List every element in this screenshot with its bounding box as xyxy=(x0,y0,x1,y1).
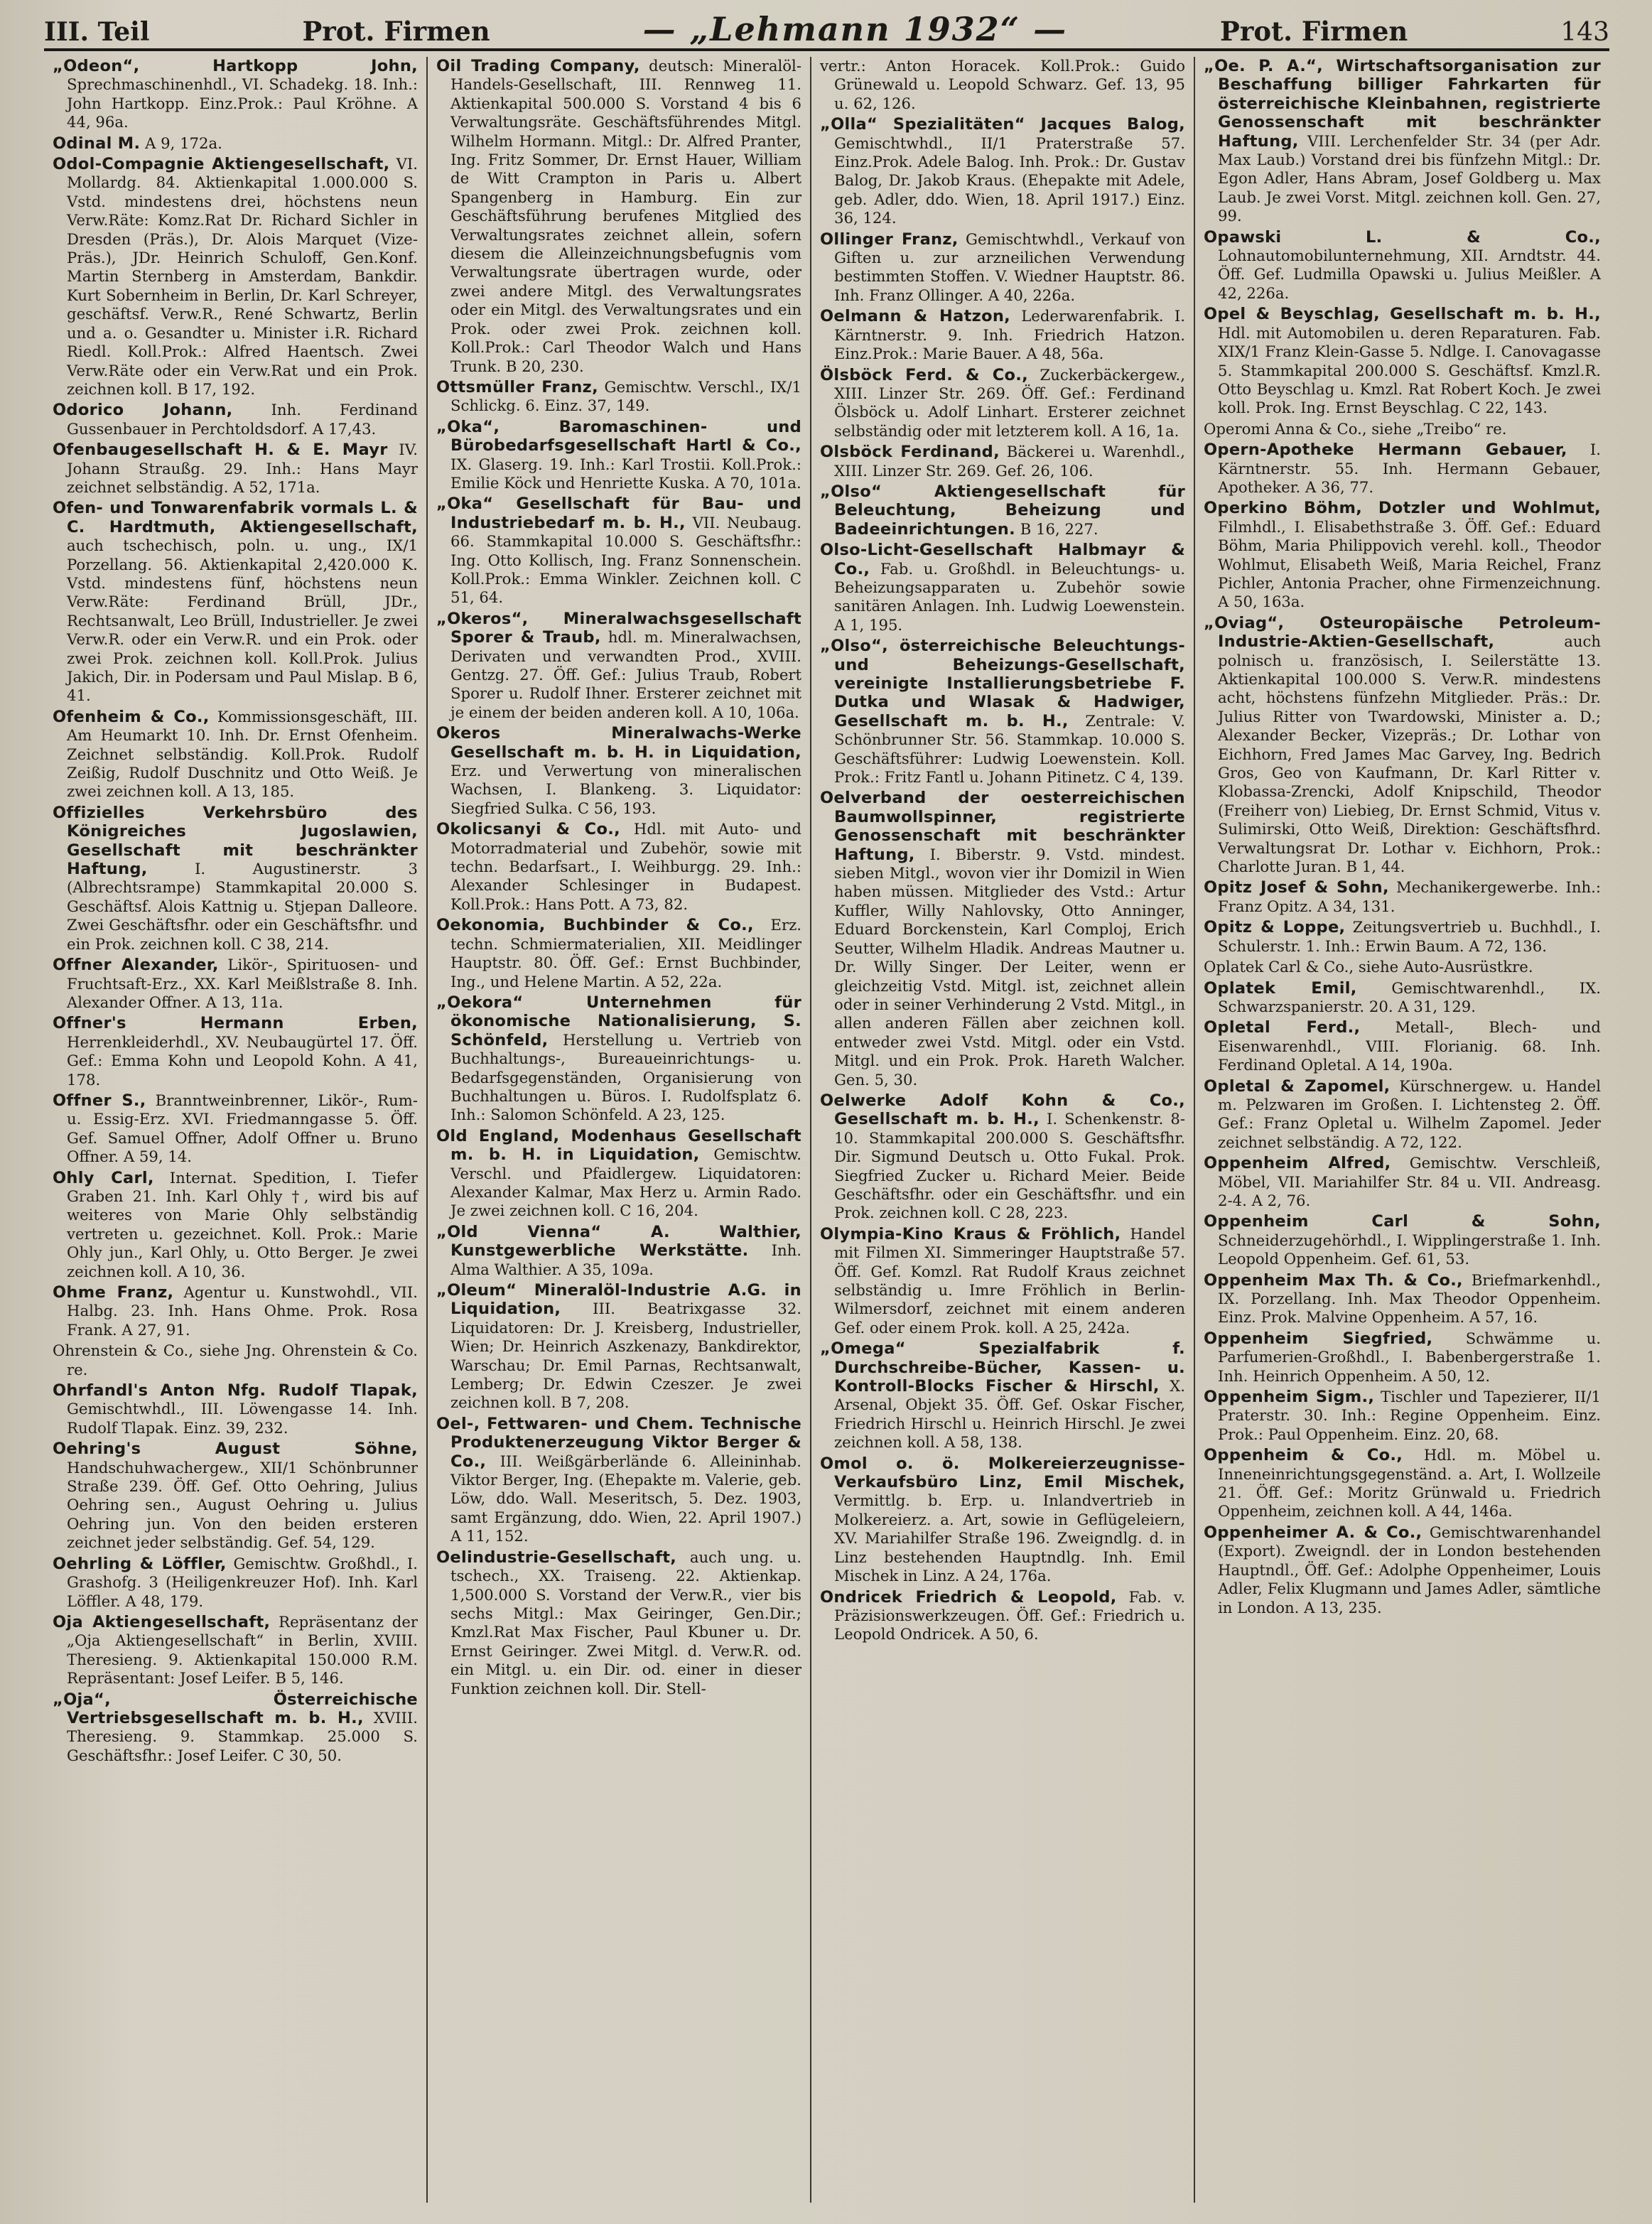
firm-name: Opletal Ferd., xyxy=(1204,1018,1361,1037)
column-4 xyxy=(1195,57,1609,2203)
entry-details: Vermittlg. b. Erp. u. Inlandvertrieb in Molkereierz. a. Art, sowie in Geflügeleiern, XV. Mariahilfer Straße 196. Zweigndlg. d. in Linz bestehenden Hauptndlg. Inh. Emil Mischek in Linz. A 24, 176a. xyxy=(834,1491,1185,1585)
directory-entry xyxy=(1204,614,1601,877)
firm-name: Offner Alexander, xyxy=(53,956,219,975)
firm-name: Ondricek Friedrich & Leopold, xyxy=(820,1587,1117,1607)
entry-details: vertr.: Anton Horacek. Koll.Prok.: Guido Grünewald u. Leopold Schwarz. Gef. 13, 95 u. 62, 126. xyxy=(820,57,1185,112)
firm-name: Ofenbaugesellschaft H. & E. Mayr xyxy=(53,441,388,460)
directory-entry xyxy=(820,1339,1185,1452)
directory-entry xyxy=(436,916,801,991)
directory-entry xyxy=(436,378,801,416)
page-header xyxy=(44,10,1609,51)
directory-entry xyxy=(1204,499,1601,611)
entry-details: Branntweinbrenner, Likör-, Rum- u. Essig-Erz. XVI. Friedmanngasse 5. Öff. Gef. Samuel Offner, Adolf Offner u. Bruno Offner. A 59, 14. xyxy=(67,1091,418,1166)
directory-entry xyxy=(53,1342,418,1379)
directory-entry xyxy=(53,1440,418,1552)
entry-details: Kommissionsgeschäft, III. Am Heumarkt 10. Inh. Dr. Ernst Ofenheim. Zeichnet selbständig. Koll.Prok. Rudolf Zeißig, Rudolf Duschnitz und Otto Weiß. Je zwei zeichnen koll. A 13, 185. xyxy=(67,707,418,801)
firm-name: Oppenheim & Co., xyxy=(1204,1446,1403,1465)
firm-name: Odol-Compagnie Aktiengesellschaft, xyxy=(53,155,390,174)
firm-name: „Oleum“ Mineralöl-Industrie A.G. in Liquidation, xyxy=(436,1281,801,1319)
entry-details: VII. Neubaug. 66. Stammkapital 10.000 S. Geschäftsfhr.: Ing. Otto Kollisch, Ing. Franz Sonnenschein. Koll.Prok.: Emma Winkler. Zeichnen koll. C 51, 64. xyxy=(450,513,801,607)
directory-entry xyxy=(436,1223,801,1279)
directory-entry xyxy=(436,1281,801,1413)
directory-entry xyxy=(820,482,1185,539)
firm-name: Ofen- und Tonwarenfabrik vormals L. & C. Hardtmuth, Aktiengesellschaft, xyxy=(53,499,418,536)
directory-entry xyxy=(436,1415,801,1546)
firm-name: Oppenheim Max Th. & Co., xyxy=(1204,1270,1463,1290)
entry-details: auch ung. u. tschech., XX. Traiseng. 22. Aktienkap. 1,500.000 S. Vorstand der Verw.R., vier bis sechs Mitgl.: Max Geiringer, Gen.Dir.; Kmzl.Rat Max Fischer, Paul Kbuner u. Dr. Ernst Geiringer. Zwei Mitgl. d. Verw.R. od. ein Mitgl. u. ein Dir. od. einer in dieser Funktion zeichnen koll. Dir. Stell- xyxy=(450,1548,801,1697)
entry-details: Agentur u. Kunstwohdl., VII. Halbg. 23. Inh. Hans Ohme. Prok. Rosa Frank. A 27, 91. xyxy=(67,1283,418,1339)
directory-entry xyxy=(1204,979,1601,1017)
directory-entry xyxy=(1204,420,1601,438)
entry-details: Gemischtw. Großhdl., I. Grashofg. 3 (Heiligenkreuzer Hof). Inh. Karl Löffler. A 48, 179. xyxy=(67,1554,418,1610)
directory-entry xyxy=(820,307,1185,363)
entry-details: Operomi Anna & Co., siehe „Treibo“ re. xyxy=(1204,419,1507,438)
entry-details: Gemischtw. Verschleiß, Möbel, VII. Mariahilfer Str. 84 u. VII. Andreasg. 2-4. A 2, 76. xyxy=(1218,1154,1601,1209)
firm-name: „Oviag“, Osteuropäische Petroleum-Industrie-Aktien-Gesellschaft, xyxy=(1204,613,1601,652)
section-label-right: Prot. Firmen xyxy=(1220,16,1408,47)
entry-details: Repräsentanz der „Oja Aktiengesellschaft“ in Berlin, XVIII. Theresieng. 9. Aktienkapital 150.000 R.M. Repräsentant: Josef Leifer. B 5, 146. xyxy=(67,1612,418,1688)
directory-entry xyxy=(53,1169,418,1281)
firm-name: „Oja“, Österreichische Vertriebsgesellschaft m. b. H., xyxy=(53,1690,418,1727)
publication-title: — „Lehmann 1932“ — xyxy=(642,10,1068,48)
directory-entry xyxy=(436,993,801,1125)
directory-entry xyxy=(820,1091,1185,1223)
firm-name: Opletal & Zapomel, xyxy=(1204,1076,1391,1096)
directory-entry xyxy=(1204,1446,1601,1521)
firm-name: Oppenheim Carl & Sohn, xyxy=(1204,1212,1601,1231)
firm-name: Oil Trading Company, xyxy=(436,57,640,75)
directory-entry xyxy=(436,1127,801,1221)
firm-name: „Omega“ Spezialfabrik f. Durchschreibe-Bücher, Kassen- u. Kontroll-Blocks Fischer & Hirschl, xyxy=(820,1339,1185,1396)
firm-name: „Okeros“, Mineralwachsgesellschaft Sporer & Traub, xyxy=(436,609,801,647)
entry-details: Briefmarkenhdl., IX. Porzellang. Inh. Max Theodor Oppenheim. Einz. Prok. Malvine Oppenheim. A 57, 16. xyxy=(1218,1270,1601,1327)
section-label-left: Prot. Firmen xyxy=(302,16,490,47)
firm-name: Opel & Beyschlag, Gesellschaft m. b. H., xyxy=(1204,305,1601,324)
directory-entry xyxy=(53,401,418,438)
entry-details: Gemischtw. Verschl., IX/1 Schlickg. 6. Einz. 37, 149. xyxy=(450,377,801,415)
firm-name: „Olla“ Spezialitäten“ Jacques Balog, xyxy=(820,115,1185,134)
directory-entry xyxy=(1204,1154,1601,1210)
firm-name: Oppenheim Sigm., xyxy=(1204,1388,1375,1407)
directory-entry xyxy=(820,1588,1185,1644)
firm-name: Oelmann & Hatzon, xyxy=(820,307,1011,326)
entry-details: Inh. Alma Walthier. A 35, 109a. xyxy=(450,1241,801,1278)
directory-entry xyxy=(53,956,418,1012)
firm-name: Offizielles Verkehrsbüro des Königreiches Jugoslawien, Gesellschaft mit beschränkter Haftung, xyxy=(53,803,418,879)
column-2 xyxy=(428,57,811,2203)
firm-name: Oppenheimer A. & Co., xyxy=(1204,1523,1422,1542)
directory-entry xyxy=(53,57,418,132)
entry-details: I. Biberstr. 9. Vstd. mindest. sieben Mitgl., wovon vier ihr Domizil in Wien haben müssen. Mitglieder des Vstd.: Artur Kuffler, Willy Nahlovsky, Otto Anninger, Eduard Borckenstein, Karl Comploj, Erich Seutter, Wilhelm Hladik. Andreas Mautner u. Dr. Willy Singer. Der Leiter, wenn er gleichzeitig Vstd. Mitgl. ist, zeichnet allein oder in seiner Verhinderung 2 Vstd. Mitgl., in allen anderen Fällen aber zeichnen koll. entweder zwei Vstd. Mitgl. oder ein Vstd. Mitgl. und ein Prok. Prok. Hareth Walcher. Gen. 5, 30. xyxy=(834,845,1185,1089)
entry-details: Hdl. mit Automobilen u. deren Reparaturen. Fab. XIX/1 Franz Klein-Gasse 5. Ndlge. I. Canovagasse 5. Stammkapital 200.000 S. Geschäftsf. Kmzl.R. Otto Beyschlag u. Kmzl. Rat Robert Koch. Je zwei koll. Prok. Ing. Ernst Beyschlag. C 22, 143. xyxy=(1218,323,1601,417)
directory-entry xyxy=(1204,1077,1601,1153)
firm-name: Olso-Licht-Gesellschaft Halbmayr & Co., xyxy=(820,541,1185,578)
entry-details: III. Weißgärberlände 6. Alleininhab. Viktor Berger, Ing. (Ehepakte m. Valerie, geb. Löw, ddo. Wall. Meseritsch, 5. Dez. 1903, samt Ergänzung, ddo. Wien, 22. April 1907.) A 11, 152. xyxy=(450,1452,801,1545)
part-label: III. Teil xyxy=(44,17,150,47)
directory-entry xyxy=(53,708,418,801)
entry-details: hdl. m. Mineralwachsen, Derivaten und verwandten Prod., XVIII. Gentzg. 27. Öff. Gef.: Julius Traub, Robert Sporer u. Rudolf Ihner. Ersterer zeichnet mit je einem der beiden anderen koll. A 10, 106a. xyxy=(450,628,801,721)
firm-name: Oppenheim Siegfried, xyxy=(1204,1329,1433,1348)
firm-name: Odinal M. xyxy=(53,134,141,153)
directory-entry xyxy=(1204,1018,1601,1074)
firm-name: Ottsmüller Franz, xyxy=(436,377,598,396)
directory-entry xyxy=(1204,441,1601,497)
entry-details: IV. Johann Straußg. 29. Inh.: Hans Mayr zeichnet selbständig. A 52, 171a. xyxy=(67,441,418,496)
entry-details: Inh. Ferdinand Gussenbauer in Perchtoldsdorf. A 17,43. xyxy=(67,401,418,438)
entry-details: Internat. Spedition, I. Tiefer Graben 21. Inh. Karl Ohly †, wird bis auf weiteres von Marie Ohly selbständig vertreten u. gezeichnet. Koll. Prok.: Marie Ohly jun., Karl Ohly, u. Otto Berger. Je zwei zeichnen koll. A 10, 36. xyxy=(67,1168,418,1280)
directory-entry xyxy=(820,366,1185,441)
firm-name: „Oe. P. A.“, Wirtschaftsorganisation zur Beschaffung billiger Fahrkarten für österreichische Kleinbahnen, registrierte Genossenschaft mit beschränkter Haftung, xyxy=(1204,57,1601,151)
firm-name: Oelindustrie-Gesellschaft, xyxy=(436,1548,677,1567)
entry-details: Gemischtwhdl., III. Löwengasse 14. Inh. Rudolf Tlapak. Einz. 39, 232. xyxy=(67,1400,418,1437)
column-3 xyxy=(811,57,1195,2203)
entry-details: Tischler und Tapezierer, II/1 Praterstr. 30. Inh.: Regine Oppenheim. Einz. Prok.: Paul Oppenheim. Einz. 20, 68. xyxy=(1218,1388,1601,1443)
directory-entry xyxy=(53,155,418,399)
firm-name: „Odeon“, Hartkopp John, xyxy=(53,57,418,75)
directory-entry xyxy=(436,724,801,818)
entry-details: Zuckerbäckergew., XIII. Linzer Str. 269. Öff. Gef.: Ferdinand Ölsböck u. Adolf Linhart. Ersterer zeichnet selbständig oder mit letzterem koll. A 16, 1a. xyxy=(834,365,1185,440)
firm-name: Ofenheim & Co., xyxy=(53,707,210,726)
firm-name: Ohly Carl, xyxy=(53,1168,154,1187)
firm-name: „Old Vienna“ A. Walthier, Kunstgewerbliche Werkstätte. xyxy=(436,1222,801,1261)
firm-name: Offner's Hermann Erben, xyxy=(53,1014,418,1033)
entry-details: Schwämme u. Parfumerien-Großhdl., I. Babenbergerstraße 1. Inh. Heinrich Oppenheim. A 50, 12. xyxy=(1218,1329,1601,1385)
entry-details: IX. Glaserg. 19. Inh.: Karl Trostii. Koll.Prok.: Emilie Köck und Henriette Kuska. A 70, 101a. xyxy=(450,455,801,492)
directory-entry xyxy=(820,637,1185,787)
directory-entry xyxy=(53,1690,418,1766)
firm-name: Okeros Mineralwachs-Werke Gesellschaft m. b. H. in Liquidation, xyxy=(436,724,801,762)
firm-name: Oplatek Emil, xyxy=(1204,978,1357,998)
directory-entry xyxy=(53,441,418,497)
directory-entry xyxy=(820,443,1185,480)
directory-entry xyxy=(53,1014,418,1089)
entry-details: Sprechmaschinenhdl., VI. Schadekg. 18. Inh.: John Hartkopp. Einz.Prok.: Paul Kröhne. A 44, 96a. xyxy=(67,75,418,131)
directory-entry xyxy=(820,789,1185,1089)
entry-details: VIII. Lerchenfelder Str. 34 (per Adr. Max Laub.) Vorstand drei bis fünfzehn Mitgl.: Dr. Egon Adler, Hans Abram, Josef Goldberg u. Max Laub. Je zwei Vorst. Mitgl. zeichnen koll. Gen. 27, 99. xyxy=(1218,131,1601,225)
directory-entry xyxy=(820,230,1185,306)
firm-name: „Oka“ Gesellschaft für Bau- und Industriebedarf m. b. H., xyxy=(436,495,801,532)
entry-details: Ohrenstein & Co., siehe Jng. Ohrenstein & Co. re. xyxy=(53,1342,418,1378)
entry-details: Hdl. m. Möbel u. Inneneinrichtungsgegenständ. a. Art, I. Wollzeile 21. Öff. Gef.: Moritz Grünwald u. Friedrich Oppenheim, zeichnen koll. A 44, 146a. xyxy=(1218,1446,1601,1521)
firm-name: Ölsböck Ferd. & Co., xyxy=(820,365,1028,384)
entry-details: Likör-, Spirituosen- und Fruchtsaft-Erz., XX. Karl Meißlstraße 8. Inh. Alexander Offner. A 13, 11a. xyxy=(67,956,418,1011)
directory-entry xyxy=(53,134,418,153)
directory-entry xyxy=(1204,1329,1601,1386)
entry-details: Gemischtwarenhdl., IX. Schwarzspanierstr. 20. A 31, 129. xyxy=(1218,978,1601,1015)
directory-entry xyxy=(820,1454,1185,1586)
directory-entry xyxy=(53,804,418,954)
entry-details: Gemischtwarenhandel (Export). Zweigndl. der in London bestehenden Hauptndl., Öff. Gef.: Adolphe Oppenheimer, Louis Adler, Felix Klugmann und James Adler, sämtliche in London. A 13, 235. xyxy=(1218,1523,1601,1616)
directory-entry xyxy=(53,1555,418,1611)
directory-entry xyxy=(53,1091,418,1167)
entry-details: Gemischtw. Verschl. und Pfaidlergew. Liquidatoren: Alexander Kalmar, Max Herz u. Armin Rado. Je zwei zeichnen koll. C 16, 204. xyxy=(450,1145,801,1220)
entry-details: Lederwarenfabrik. I. Kärntnerstr. 9. Inh. Friedrich Hatzon. Einz.Prok.: Marie Bauer. A 48, 56a. xyxy=(834,307,1185,363)
directory-entry xyxy=(436,610,801,722)
entry-details: Mechanikergewerbe. Inh.: Franz Opitz. A 34, 131. xyxy=(1218,878,1601,915)
page-number: 143 xyxy=(1560,18,1609,47)
entry-details: Erz. und Verwertung von mineralischen Wachsen, I. Blankeng. 3. Liquidator: Siegfried Sulka. C 56, 193. xyxy=(450,762,801,817)
firm-name: Oekonomia, Buchbinder & Co., xyxy=(436,916,754,935)
firm-name: Opern-Apotheke Hermann Gebauer, xyxy=(1204,441,1567,460)
firm-name: Old England, Modenhaus Gesellschaft m. b. H. in Liquidation, xyxy=(436,1126,801,1165)
entry-details: I. Schenkenstr. 8-10. Stammkapital 200.000 S. Geschäftsfhr. Dir. Sigmund Deutsch u. Otto Fukal. Prok. Siegfried Zucker u. Richard Meier. Beide Geschäftsfhr. oder ein Geschäftsfhr. und ein Prok. zeichnen koll. C 28, 223. xyxy=(834,1110,1185,1222)
firm-name: Okolicsanyi & Co., xyxy=(436,820,620,839)
entry-details: Zentrale: V. Schönbrunner Str. 56. Stammkap. 10.000 S. Geschäftsführer: Ludwig Loewenstein. Koll. Prok.: Fritz Fantl u. Johann Pitinetz. C 4, 139. xyxy=(834,711,1185,787)
firm-name: Omol o. ö. Molkereierzeugnisse-Verkaufsbüro Linz, Emil Mischek, xyxy=(820,1454,1185,1492)
firm-name: Olsböck Ferdinand, xyxy=(820,443,1000,462)
entry-details: Herrenkleiderhdl., XV. Neubaugürtel 17. Öff. Gef.: Emma Kohn und Leopold Kohn. A 41, 178. xyxy=(67,1032,418,1089)
directory-entry xyxy=(1204,918,1601,956)
firm-name: Oehrling & Löffler, xyxy=(53,1554,227,1573)
firm-name: Ollinger Franz, xyxy=(820,230,959,249)
entry-details: B 16, 227. xyxy=(1020,519,1098,538)
directory-entry xyxy=(820,115,1185,227)
directory-entry xyxy=(53,1381,418,1437)
directory-entry xyxy=(820,1225,1185,1337)
directory-entry xyxy=(436,1548,801,1698)
firm-name: Odorico Johann, xyxy=(53,401,233,420)
firm-name: „Oekora“ Unternehmen für ökonomische Nationalisierung, S. Schönfeld, xyxy=(436,993,801,1049)
directory-entry xyxy=(820,541,1185,635)
entry-details: auch tschechisch, poln. u. ung., IX/1 Porzellang. 56. Aktienkapital 2,420.000 K. Vstd. mindestens fünf, höchstens neun Verw.Räte: Ferdinand Brüll, JDr., Rechtsanwalt, Leo Brüll, Industrieller. Je zwei Verw.R. oder ein Verw.R. und ein Prok. oder zwei Prok. zeichnen koll. Koll.Prok. Julius Jakich, Dir. in Podersam und Paul Mislap. B 6, 41. xyxy=(67,536,418,705)
firm-name: „Olso“, österreichische Beleuchtungs- und Beheizungs-Gesellschaft, vereinigte Installierungsbetriebe F. Dutka und Wlasak & Hadwiger, Gesellschaft m. b. H., xyxy=(820,637,1185,730)
entry-details: Metall-, Blech- und Eisenwarenhdl., VIII. Florianig. 68. Inh. Ferdinand Opletal. A 14, 190a. xyxy=(1218,1018,1601,1074)
firm-name: Oelwerke Adolf Kohn & Co., Gesellschaft m. b. H., xyxy=(820,1091,1185,1129)
entry-details: Lohnautomobilunternehmung, XII. Arndtstr. 44. Öff. Gef. Ludmilla Opawski u. Julius Meißler. A 42, 226a. xyxy=(1218,247,1601,302)
firm-name: Oelverband der oesterreichischen Baumwollspinner, registrierte Genossenschaft mit beschränkter Haftung, xyxy=(820,789,1185,864)
entry-details: X. Arsenal, Objekt 35. Öff. Gef. Oskar Fischer, Friedrich Hirschl u. Heinrich Hirschl. Je zwei zeichnen koll. A 58, 138. xyxy=(834,1377,1185,1452)
firm-name: Ohrfandl's Anton Nfg. Rudolf Tlapak, xyxy=(53,1381,418,1400)
entry-details: III. Beatrixgasse 32. Liquidatoren: Dr. J. Kreisberg, Industrieller, Wien; Dr. Heinrich Aszkenazy, Bankdirektor, Warschau; Dr. Emil Parnas, Rechtsanwalt, Lemberg; Dr. Edwin Czeszer. Je zwei zeichnen koll. B 7, 208. xyxy=(450,1300,801,1412)
directory-entry xyxy=(1204,878,1601,916)
entry-details: Gemischtwhdl., Verkauf von Giften u. zur arzneilichen Verwendung bestimmten Stoffen. V. Wiedner Hauptstr. 86. Inh. Franz Ollinger. A 40, 226a. xyxy=(834,230,1185,304)
directory-entry xyxy=(436,820,801,914)
entry-details: Handschuhwachergew., XII/1 Schönbrunner Straße 239. Öff. Gef. Otto Oehring, Julius Oehring sen., August Oehring u. Julius Oehring jun. Von den beiden ersteren zeichnet jeder selbständig. Gef. 54, 129. xyxy=(67,1458,418,1552)
directory-entry xyxy=(436,418,801,493)
directory-entry xyxy=(53,1283,418,1339)
entry-details: Schneiderzugehörhdl., I. Wipplingerstraße 1. Inh. Leopold Oppenheim. Gef. 61, 53. xyxy=(1218,1231,1601,1268)
firm-name: Olympia-Kino Kraus & Fröhlich, xyxy=(820,1224,1121,1243)
directory-entry xyxy=(1204,1523,1601,1617)
directory-entry xyxy=(53,499,418,705)
entry-details: Hdl. mit Auto- und Motorradmaterial und Zubehör, sowie mit techn. Bedarfsart., I. Weihburgg. 29. Inh.: Alexander Schlesinger in Budapest. Koll.Prok.: Hans Pott. A 73, 82. xyxy=(450,820,801,913)
directory-entry xyxy=(1204,305,1601,417)
firm-name: Opawski L. & Co., xyxy=(1204,227,1601,247)
entry-details: XVIII. Theresieng. 9. Stammkap. 25.000 S. Geschäftsfhr.: Josef Leifer. C 30, 50. xyxy=(67,1708,418,1764)
directory-entry xyxy=(1204,1271,1601,1327)
firm-name: Oehring's August Söhne, xyxy=(53,1440,418,1459)
entry-details: VI. Mollardg. 84. Aktienkapital 1.000.000 S. Vstd. mindestens drei, höchstens neun Verw.Räte: Komz.Rat Dr. Richard Sichler in Dresden (Präs.), Dr. Alois Marquet (Vize-Präs.), JDr. Heinrich Schuloff, Gen.Konf. Martin Sternberg in Amsterdam, Bankdir. Kurt Sobernheim in Berlin, Dr. Karl Schreyer, geschäftsf. Verw.R., René Schwartz, Berlin und a. o. Gesandter u. Minister i.R. Richard Riedl. Koll.Prok.: Alfred Haentsch. Zwei Verw.Räte oder ein Verw.Rat und ein Prok. zeichnen koll. B 17, 192. xyxy=(67,155,418,398)
entry-details: Oplatek Carl & Co., siehe Auto-Ausrüstkre. xyxy=(1204,958,1533,976)
entry-details: I. Augustinerstr. 3 (Albrechtsrampe) Stammkapital 20.000 S. Geschäftsf. Alois Kattnig u. Stjepan Dalleore. Zwei Geschäftsfhr. oder ein Geschäftsfhr. und ein Prok. zeichnen koll. C 38, 214. xyxy=(67,860,418,953)
directory-entry xyxy=(1204,958,1601,976)
firm-name: Operkino Böhm, Dotzler und Wohlmut, xyxy=(1204,499,1601,518)
column-1 xyxy=(44,57,428,2203)
entry-details: Zeitungsvertrieb u. Buchhdl., I. Schulerstr. 1. Inh.: Erwin Baum. A 72, 136. xyxy=(1218,918,1601,955)
columns xyxy=(44,57,1609,2203)
firm-name: Oja Aktiengesellschaft, xyxy=(53,1612,271,1631)
entry-details: Gemischtwhdl., II/1 Praterstraße 57. Einz.Prok. Adele Balog. Inh. Prok.: Dr. Gustav Balog, Dr. Jakob Kraus. (Ehepakte mit Adele, geb. Adler, ddo. Wien, 18. April 1917.) Einz. 36, 124. xyxy=(834,134,1185,227)
firm-name: Offner S., xyxy=(53,1091,146,1110)
directory-entry xyxy=(820,57,1185,113)
firm-name: „Olso“ Aktiengesellschaft für Beleuchtung, Beheizung und Badeeinrichtungen. xyxy=(820,482,1185,539)
firm-name: „Oka“, Baromaschinen- und Bürobedarfsgesellschaft Hartl & Co., xyxy=(436,417,801,455)
entry-details: Fab. v. Präzisionswerkzeugen. Öff. Gef.: Friedrich u. Leopold Ondricek. A 50, 6. xyxy=(834,1587,1185,1643)
directory-entry xyxy=(436,495,801,607)
entry-details: deutsch: Mineralöl-Handels-Gesellschaft, III. Rennweg 11. Aktienkapital 500.000 S. Vorstand 4 bis 6 Verwaltungsräte. Geschäftsführendes Mitgl. Wilhelm Hormann. Mitgl.: Dr. Alfred Pranter, Ing. Fritz Sommer, Dr. Ernst Hauer, William de Witt Crampton in Paris u. Albert Spangenberg in Hamburg. Ein zur Geschäftsführung berufenes Mitglied des Verwaltungsrates zeichnet allein, sofern diesem die Alleinzeichnungsbefugnis vom Verwaltungsrate übertragen wurde, oder zwei andere Mitgl. des Verwaltungsrates oder ein Mitgl. des Verwaltungsrates und ein Prok. oder zwei Prok. zeichnen koll. Koll.Prok.: Carl Theodor Walch und Hans Trunk. B 20, 230. xyxy=(450,57,801,375)
entry-details: Erz. techn. Schmiermaterialien, XII. Meidlinger Hauptstr. 80. Öff. Gef.: Ernst Buchbinder, Ing., und Helene Martin. A 52, 22a. xyxy=(450,916,801,990)
firm-name: Oppenheim Alfred, xyxy=(1204,1154,1391,1173)
entry-details: I. Kärntnerstr. 55. Inh. Hermann Gebauer, Apotheker. A 36, 77. xyxy=(1218,441,1601,496)
entry-details: Bäckerei u. Warenhdl., XIII. Linzer Str. 269. Gef. 26, 106. xyxy=(834,443,1185,480)
directory-entry xyxy=(1204,228,1601,303)
entry-details: Herstellung u. Vertrieb von Buchhaltungs-, Bureaueinrichtungs- u. Bedarfsgegenständen, Organisierung von Buchhaltungen u. Büros. I. Rudolfsplatz 6. Inh.: Salomon Schönfeld. A 23, 125. xyxy=(450,1030,801,1124)
firm-name: Oel-, Fettwaren- und Chem. Technische Produktenerzeugung Viktor Berger & Co., xyxy=(436,1414,801,1471)
directory-entry xyxy=(436,57,801,376)
directory-entry xyxy=(1204,57,1601,226)
entry-details: Kürschnergew. u. Handel m. Pelzwaren im Großen. I. Lichtensteg 2. Öff. Gef.: Franz Opletal u. Wilhelm Zapomel. Jeder zeichnet selbständig. A 72, 122. xyxy=(1218,1076,1601,1151)
directory-entry xyxy=(1204,1212,1601,1268)
entry-details: A 9, 172a. xyxy=(145,134,222,152)
firm-name: Ohme Franz, xyxy=(53,1283,174,1302)
directory-entry xyxy=(53,1613,418,1688)
entry-details: auch polnisch u. französisch, I. Seilerstätte 13. Aktienkapital 100.000 S. Verw.R. mindestens acht, höchstens fünfzehn Mitglieder. Präs.: Dr. Julius Ritter von Twardowski, Minister a. D.; Alexander Becker, Vizepräs.; Dr. Lothar von Eichhorn, Fred James Mac Garvey, Ing. Bedrich Gros, Geo von Kaufmann, Dr. Karl Ritter v. Klobassa-Zrencki, Adolf Knipschild, Theodor (Freiherr von) Liebieg, Dr. Ernst Schmid, Vitus v. Sulimirski, Otto Weiß, Direktion: Geschäftsfhrd. Verwaltungsrat Dr. Lothar v. Eichhorn, Prok.: Charlotte Juran. B 1, 44. xyxy=(1218,632,1601,876)
entry-details: Fab. u. Großhdl. in Beleuchtungs- u. Beheizungsapparaten u. Zubehör sowie sanitären Anlagen. Inh. Ludwig Loewenstein. A 1, 195. xyxy=(834,559,1185,634)
entry-details: Handel mit Filmen XI. Simmeringer Hauptstraße 57. Öff. Gef. Komzl. Rat Rudolf Kraus zeichnet selbständig u. Imre Fröhlich in Berlin-Wilmersdorf, zeichnet mit einem anderen Gef. oder einem Prok. koll. A 25, 242a. xyxy=(834,1224,1185,1337)
entry-details: Filmhdl., I. Elisabethstraße 3. Öff. Gef.: Eduard Böhm, Maria Philippovich verehl. koll., Theodor Wohlmut, Elisabeth Weiß, Maria Reichel, Franz Pichler, Antonia Pracher, ohne Firmenzeichnung. A 50, 163a. xyxy=(1218,517,1601,611)
directory-entry xyxy=(1204,1388,1601,1444)
firm-name: Opitz & Loppe, xyxy=(1204,918,1346,937)
firm-name: Opitz Josef & Sohn, xyxy=(1204,878,1389,897)
